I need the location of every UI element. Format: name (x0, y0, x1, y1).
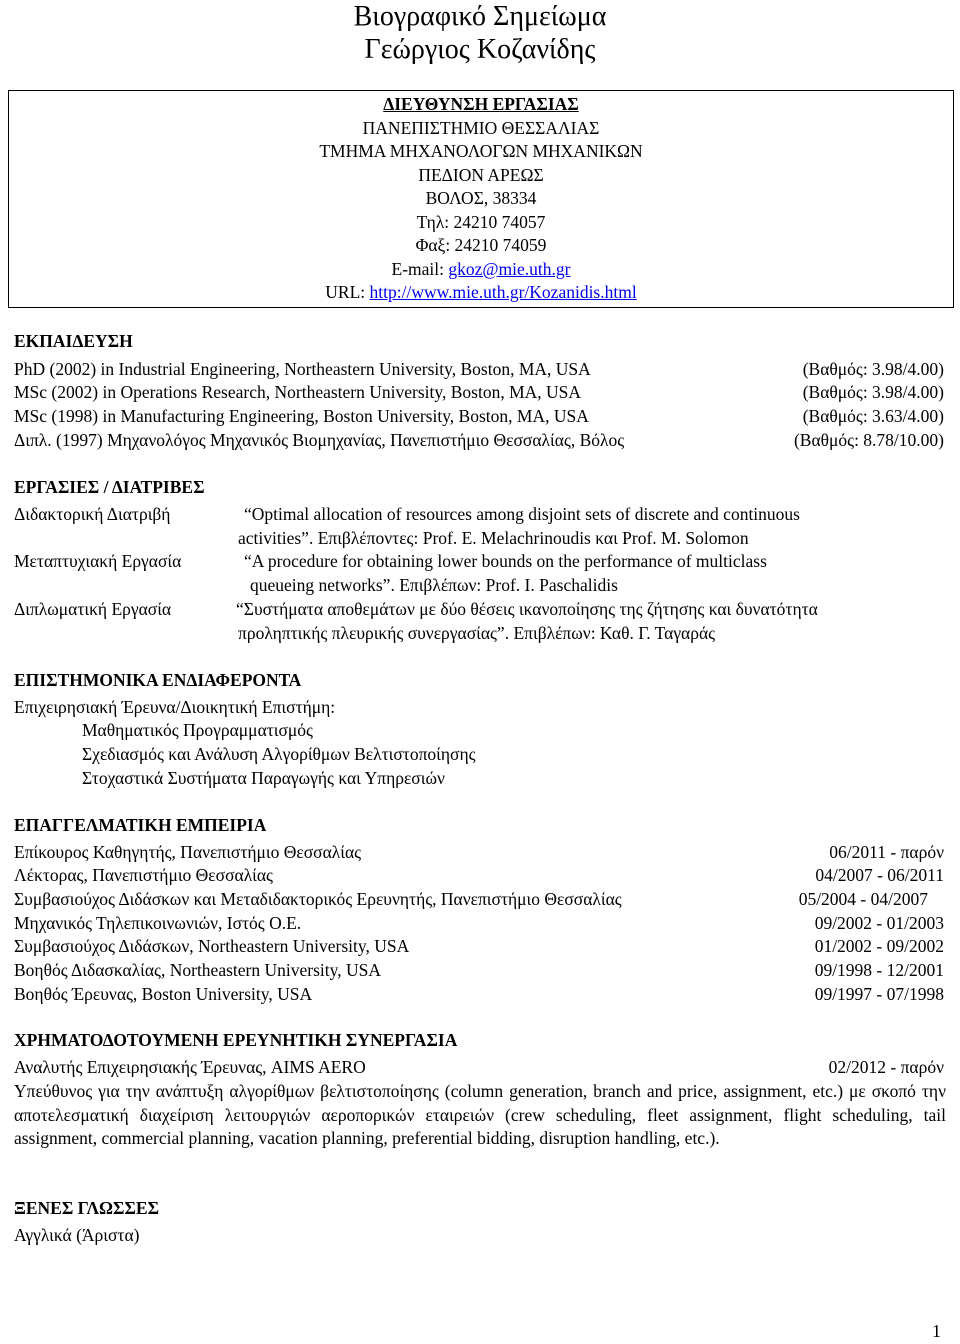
period: 06/2011 - παρόν (829, 842, 944, 862)
funded-research-heading: ΧΡΗΜΑΤΟΔΟΤΟΥΜΕΝΗ ΕΡΕΥΝΗΤΙΚΗ ΣΥΝΕΡΓΑΣΙΑ (14, 1030, 458, 1050)
position: Βοηθός Διδασκαλίας, Northeastern University, USA (14, 960, 381, 980)
interests-heading: ΕΠΙΣΤΗΜΟΝΙΚΑ ΕΝΔΙΑΦΕΡΟΝΤΑ (14, 670, 302, 690)
thesis-title-line: activities”. Επιβλέποντες: Prof. E. Melachrinoudis και Prof. M. Solomon (238, 527, 749, 548)
email-link[interactable]: gkoz@mie.uth.gr (448, 258, 571, 279)
thesis-type: Διδακτορική Διατριβή (14, 504, 171, 524)
experience-row (14, 959, 944, 983)
period: 04/2007 - 06/2011 (815, 865, 944, 885)
thesis-title-line: “Συστήματα αποθεμάτων με δύο θέσεις ικανοποίησης της ζήτησης και δυνατότητα (236, 599, 818, 619)
interest-area: Επιχειρησιακή Έρευνα/Διοικητική Επιστήμη: (14, 697, 336, 717)
degree: MSc (2002) in Operations Research, Northeastern University, Boston, MA, USA (14, 382, 582, 402)
experience-row (14, 888, 944, 912)
thesis-type: Μεταπτυχιακή Εργασία (14, 551, 182, 571)
fax-line: Φαξ: 24210 74059 (415, 235, 547, 255)
thesis-title (236, 503, 936, 550)
period: 09/1998 - 12/2001 (814, 960, 944, 980)
theses-heading: ΕΡΓΑΣΙΕΣ / ΔΙΑΤΡΙΒΕΣ (14, 477, 205, 497)
thesis-title-line: “Optimal allocation of resources among disjoint sets of discrete and continuous (244, 504, 800, 524)
grade: (Βαθμός: 3.63/4.00) (802, 406, 944, 426)
grade: (Βαθμός: 3.98/4.00) (802, 382, 944, 402)
experience-row (14, 983, 944, 1007)
email-label: E-mail: (391, 258, 449, 279)
education-heading: ΕΚΠΑΙΔΕΥΣΗ (14, 331, 133, 351)
position: Επίκουρος Καθηγητής, Πανεπιστήμιο Θεσσαλίας (14, 842, 362, 862)
position: Συμβασιούχος Διδάσκων, Northeastern University, USA (14, 936, 410, 956)
work-address-box (8, 90, 954, 308)
funded-research-row (14, 1056, 944, 1080)
education-row (14, 381, 944, 405)
degree: PhD (2002) in Industrial Engineering, Northeastern University, Boston, MA, USA (14, 359, 591, 379)
thesis-title-line: “A procedure for obtaining lower bounds on the performance of multiclass (244, 551, 767, 571)
thesis-type: Διπλωματική Εργασία (14, 599, 172, 619)
url-link[interactable]: http://www.mie.uth.gr/Kozanidis.html (369, 282, 637, 302)
position: Αναλυτής Επιχειρησιακής Έρευνας, AIMS AERO (14, 1057, 366, 1077)
education-row (14, 429, 944, 453)
address-line: ΠΑΝΕΠΙΣΤΗΜΙΟ ΘΕΣΣΑΛΙΑΣ (362, 117, 600, 138)
languages-heading: ΞΕΝΕΣ ΓΛΩΣΣΕΣ (14, 1198, 160, 1218)
education-row (14, 405, 944, 429)
interest-topic: Μαθηματικός Προγραμματισμός (82, 720, 313, 740)
page-number: 1 (932, 1321, 941, 1341)
document-title: Βιογραφικό Σημείωμα (353, 1, 607, 32)
language-entry: Αγγλικά (Άριστα) (14, 1225, 140, 1245)
email-line (9, 258, 953, 282)
position: Λέκτορας, Πανεπιστήμιο Θεσσαλίας (14, 865, 273, 885)
grade: (Βαθμός: 8.78/10.00) (793, 430, 944, 450)
thesis-title (236, 598, 936, 645)
experience-row (14, 912, 944, 936)
degree: MSc (1998) in Manufacturing Engineering, Boston University, Boston, MA, USA (14, 406, 589, 426)
degree: Διπλ. (1997) Μηχανολόγος Μηχανικός Βιομηχανίας, Πανεπιστήμιο Θεσσαλίας, Βόλος (14, 430, 625, 450)
experience-row (14, 841, 944, 865)
position: Συμβασιούχος Διδάσκων και Μεταδιδακτορικός Ερευνητής, Πανεπιστήμιο Θεσσαλίας (14, 889, 622, 909)
thesis-title-line: queueing networks”. Επιβλέπων: Prof. I. Paschalidis (250, 574, 618, 595)
address-line: ΤΜΗΜΑ ΜΗΧΑΝΟΛΟΓΩΝ ΜΗΧΑΝΙΚΩΝ (319, 141, 643, 161)
education-row (14, 358, 944, 382)
experience-row (14, 864, 944, 888)
work-address-heading: ΔΙΕΥΘΥΝΣΗ ΕΡΓΑΣΙΑΣ (383, 94, 579, 114)
person-name: Γεώργιος Κοζανίδης (364, 34, 596, 65)
period: 09/1997 - 07/1998 (814, 984, 944, 1004)
url-line (9, 281, 953, 305)
position: Μηχανικός Τηλεπικοινωνιών, Ιστός Ο.Ε. (14, 913, 302, 933)
experience-heading: ΕΠΑΓΓΕΛΜΑΤΙΚΗ ΕΜΠΕΙΡΙΑ (14, 815, 267, 835)
address-line: ΠΕΔΙΟΝ ΑΡΕΩΣ (418, 164, 544, 185)
period: 05/2004 - 04/2007 (798, 889, 928, 909)
phone-line: Τηλ: 24210 74057 (416, 211, 546, 232)
grade: (Βαθμός: 3.98/4.00) (802, 359, 944, 379)
period: 09/2002 - 01/2003 (814, 913, 944, 933)
interest-topic: Στοχαστικά Συστήματα Παραγωγής και Υπηρεσιών (82, 768, 445, 788)
address-line: ΒΟΛΟΣ, 38334 (425, 188, 537, 208)
period: 01/2002 - 09/2002 (814, 936, 944, 956)
thesis-title (236, 550, 936, 597)
funded-research-description: Υπεύθυνος για την ανάπτυξη αλγορίθμων βελτιστοποίησης (column generation, branch and price, assignment, etc.) με σκοπό την αποτελεσματική διαχείριση λειτουργιών αεροπορικών εταιρειών (crew scheduling, fleet assignment, flight scheduling, tail assignment, commercial planning, vacation planning, preferential bidding, disruption handling, etc.). (14, 1081, 946, 1148)
url-label: URL: (325, 282, 370, 302)
experience-row (14, 935, 944, 959)
position: Βοηθός Έρευνας, Boston University, USA (14, 984, 313, 1004)
period: 02/2012 - παρόν (828, 1057, 944, 1077)
interest-topic: Σχεδιασμός και Ανάλυση Αλγορίθμων Βελτιστοποίησης (82, 744, 476, 764)
thesis-title-line: προληπτικής πλευρικής συνεργασίας”. Επιβλέπων: Καθ. Γ. Ταγαράς (238, 622, 716, 643)
